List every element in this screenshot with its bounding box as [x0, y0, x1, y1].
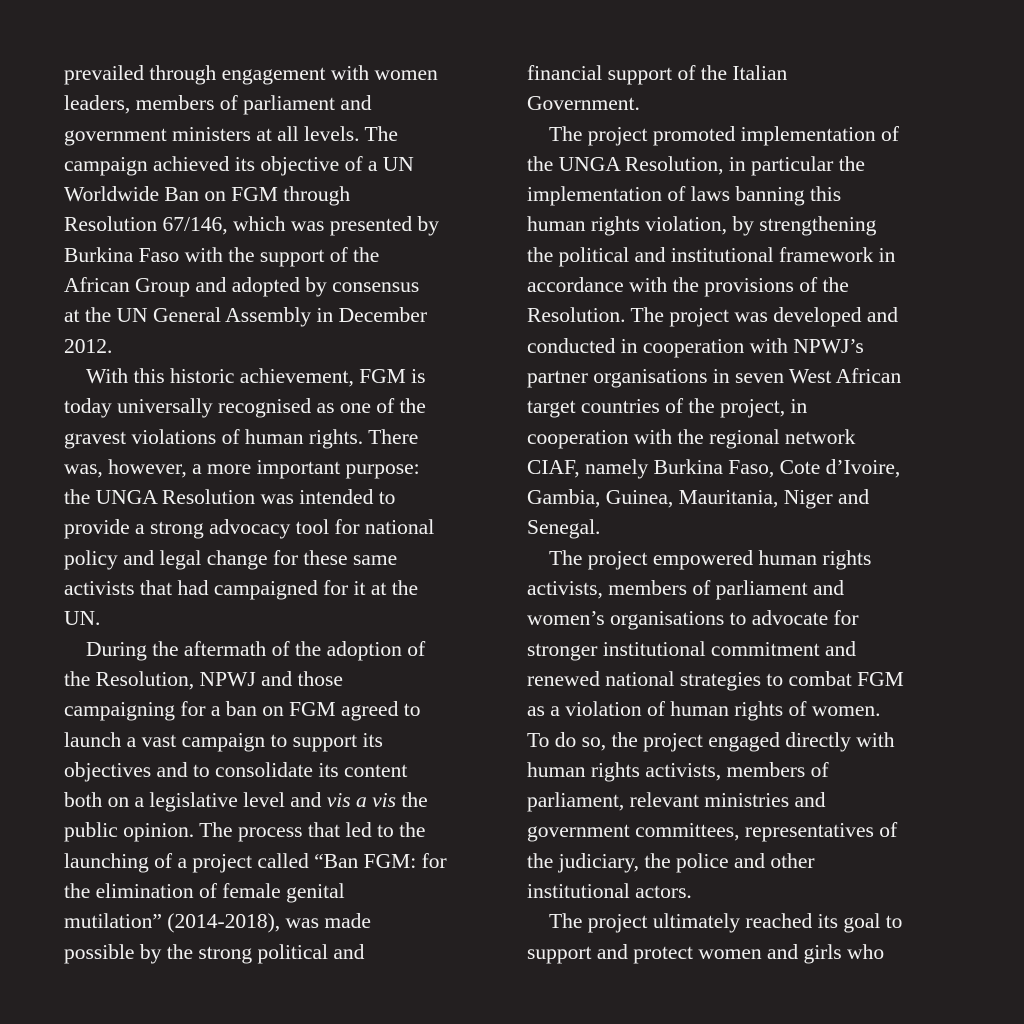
text-line: With this historic achievement, FGM is — [86, 363, 426, 388]
text-line: the judiciary, the police and other — [527, 848, 815, 873]
text-line: 2012. — [64, 333, 113, 358]
text-line: financial support of the Italian — [527, 61, 788, 85]
text-line: renewed national strategies to combat FGM — [527, 666, 904, 691]
text-line: institutional actors. — [527, 879, 692, 904]
text-line: the elimination of female genital — [64, 879, 345, 904]
text-line: CIAF, namely Burkina Faso, Cote d’Ivoire, — [527, 454, 901, 479]
paragraph — [527, 906, 967, 967]
text-line: partner organisations in seven West African — [527, 363, 902, 388]
text-line: activists, members of parliament and — [527, 576, 845, 601]
text-line: the political and institutional framework in — [527, 242, 896, 267]
text-line: campaign achieved its objective of a UN — [64, 151, 414, 176]
text-line: The project ultimately reached its goal to — [549, 909, 903, 934]
text-line: Resolution. The project was developed and — [527, 303, 898, 328]
text-line: Worldwide Ban on FGM through — [64, 182, 351, 207]
text-line: cooperation with the regional network — [527, 424, 856, 449]
text-line: provide a strong advocacy tool for national — [64, 515, 435, 540]
text-line: launch a vast campaign to support its — [64, 727, 383, 752]
italic-phrase: vis a vis — [326, 788, 396, 813]
paragraph — [527, 543, 967, 907]
text-line: mutilation” (2014-2018), was made — [64, 909, 371, 934]
text-line: the Resolution, NPWJ and those — [64, 666, 343, 691]
text-line: Government. — [527, 91, 640, 116]
paragraph — [64, 361, 504, 634]
text-line: possible by the strong political and — [64, 939, 365, 964]
text-line: Gambia, Guinea, Mauritania, Niger and — [527, 485, 870, 510]
text-line: UN. — [64, 606, 101, 631]
text-line: at the UN General Assembly in December — [64, 303, 427, 328]
text-line — [64, 785, 504, 815]
text-line: campaigning for a ban on FGM agreed to — [64, 697, 421, 722]
text-line: government ministers at all levels. The — [64, 121, 398, 146]
text-line: target countries of the project, in — [527, 394, 808, 419]
text-line: objectives and to consolidate its content — [64, 757, 408, 782]
text-line: the UNGA Resolution, in particular the — [527, 151, 865, 176]
right-column — [527, 58, 967, 967]
paragraph — [64, 58, 504, 361]
paragraph — [527, 119, 967, 543]
text-line: parliament, relevant ministries and — [527, 788, 826, 813]
text-line: prevailed through engagement with women — [64, 61, 438, 85]
text-line: human rights activists, members of — [527, 757, 829, 782]
text-line: support and protect women and girls who — [527, 939, 885, 964]
text-line: gravest violations of human rights. There — [64, 424, 419, 449]
text-segment: the — [395, 788, 428, 813]
left-column — [64, 58, 504, 967]
text-line: stronger institutional commitment and — [527, 636, 857, 661]
text-line: public opinion. The process that led to the — [64, 818, 426, 843]
text-segment: both on a legislative level and — [64, 788, 327, 813]
paragraph — [64, 634, 504, 967]
text-line: today universally recognised as one of the — [64, 394, 426, 419]
text-line: women’s organisations to advocate for — [527, 606, 859, 631]
paragraph — [527, 58, 967, 119]
text-line: Resolution 67/146, which was presented by — [64, 212, 440, 237]
text-line: policy and legal change for these same — [64, 545, 398, 570]
text-line: Burkina Faso with the support of the — [64, 242, 380, 267]
text-line: as a violation of human rights of women. — [527, 697, 881, 722]
text-line: conducted in cooperation with NPWJ’s — [527, 333, 864, 358]
text-line: was, however, a more important purpose: — [64, 454, 420, 479]
text-line: accordance with the provisions of the — [527, 273, 849, 298]
text-line: the UNGA Resolution was intended to — [64, 485, 396, 510]
text-line: activists that had campaigned for it at the — [64, 576, 419, 601]
text-line: government committees, representatives of — [527, 818, 898, 843]
text-line: African Group and adopted by consensus — [64, 273, 420, 298]
text-line: During the aftermath of the adoption of — [86, 636, 426, 661]
text-line: Senegal. — [527, 515, 601, 540]
text-line: implementation of laws banning this — [527, 182, 842, 207]
text-line: leaders, members of parliament and — [64, 91, 372, 116]
text-line: To do so, the project engaged directly with — [527, 727, 895, 752]
text-line: human rights violation, by strengthening — [527, 212, 877, 237]
text-line: The project empowered human rights — [549, 545, 872, 570]
text-line: The project promoted implementation of — [549, 121, 899, 146]
text-line: launching of a project called “Ban FGM: for — [64, 848, 447, 873]
